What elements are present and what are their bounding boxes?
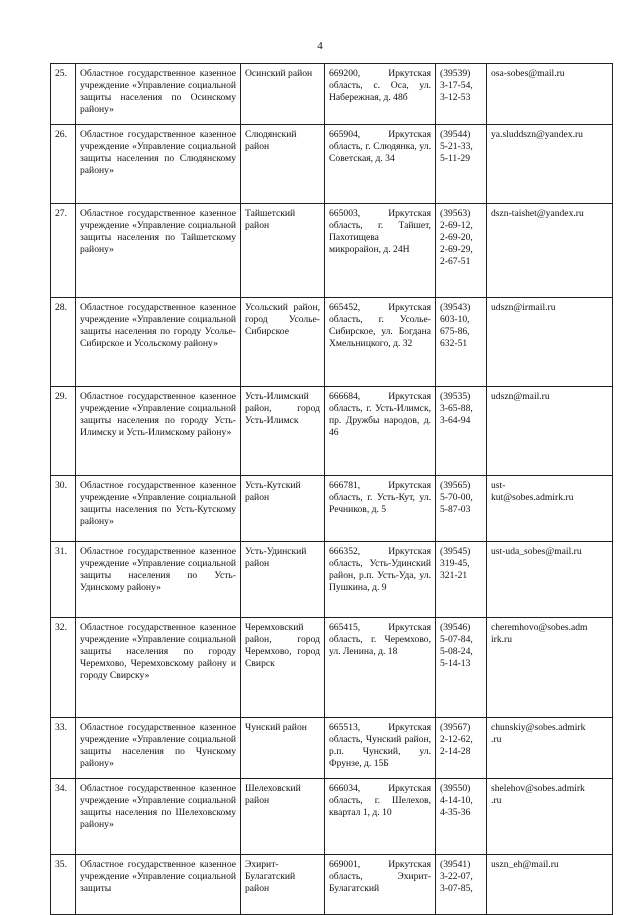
institution-cell [76, 476, 241, 542]
address-cell-text: 665415, Иркутская область, г. Черемхово, ул. Ленина, д. 18 [329, 622, 431, 657]
district-cell [241, 387, 325, 476]
institution-cell [76, 204, 241, 298]
institution-cell-text: Областное государственное казенное учреждение «Управление социальной защиты населения по Чунскому району» [80, 722, 236, 769]
district-cell [241, 476, 325, 542]
address-cell-text: 666352, Иркутская область, Усть-Удинский район, р.п. Усть-Уда, ул. Пушкина, д. 9 [329, 546, 431, 593]
address-cell-text: 669001, Иркутская область, Эхирит-Булагатский [329, 859, 431, 894]
address-cell [325, 64, 436, 125]
district-cell [241, 618, 325, 718]
address-cell [325, 779, 436, 855]
institution-cell-text: Областное государственное казенное учреждение «Управление социальной защиты населения по Тайшетскому району» [80, 208, 236, 255]
row-number-cell-text: 32. [55, 622, 67, 633]
address-cell-text: 665513, Иркутская область, Чунский район, р.п. Чунский, ул. Фрунзе, д. 15Б [329, 722, 431, 769]
email-cell-text: udszn@mail.ru [491, 391, 550, 402]
institution-cell [76, 718, 241, 779]
district-cell [241, 125, 325, 204]
institution-cell-text: Областное государственное казенное учреждение «Управление социальной защиты населения по Усть-Кутскому району» [80, 480, 236, 527]
table-row [51, 476, 613, 542]
address-cell [325, 542, 436, 618]
email-cell [487, 387, 613, 476]
institution-cell [76, 64, 241, 125]
institution-cell [76, 387, 241, 476]
phone-cell [436, 476, 487, 542]
row-number-cell [51, 125, 76, 204]
address-cell-text: 665003, Иркутская область, г. Тайшет, Пахотищева микрорайон, д. 24Н [329, 208, 431, 255]
email-cell-text: ust- kut@sobes.admirk.ru [491, 480, 574, 503]
district-cell-text: Усть-Кутский район [245, 480, 301, 503]
phone-cell [436, 64, 487, 125]
email-cell [487, 298, 613, 387]
email-cell [487, 542, 613, 618]
district-cell [241, 855, 325, 915]
email-cell-text: dszn-taishet@yandex.ru [491, 208, 584, 219]
row-number-cell [51, 204, 76, 298]
table-row [51, 542, 613, 618]
email-cell [487, 718, 613, 779]
phone-cell-text: (39550) 4-14-10, 4-35-36 [440, 783, 473, 818]
row-number-cell [51, 542, 76, 618]
table-row [51, 718, 613, 779]
email-cell-text: ya.sluddszn@yandex.ru [491, 129, 583, 140]
address-cell-text: 666034, Иркутская область, г. Шелехов, квартал 1, д. 10 [329, 783, 431, 818]
institution-cell-text: Областное государственное казенное учреждение «Управление социальной защиты населения по городу Усть-Илимску и Усть-Илимскому району» [80, 391, 236, 438]
table-row [51, 125, 613, 204]
address-cell-text: 665904, Иркутская область, г. Слюдянка, ул. Советская, д. 34 [329, 129, 431, 164]
table-row [51, 298, 613, 387]
institution-cell-text: Областное государственное казенное учреждение «Управление социальной защиты [80, 859, 236, 894]
district-cell [241, 204, 325, 298]
phone-cell-text: (39541) 3-22-07, 3-07-85, [440, 859, 473, 894]
phone-cell-text: (39546) 5-07-84, 5-08-24, 5-14-13 [440, 622, 473, 669]
address-cell [325, 298, 436, 387]
institution-cell [76, 779, 241, 855]
email-cell-text: chunskiy@sobes.admirk .ru [491, 722, 586, 745]
row-number-cell-text: 30. [55, 480, 67, 491]
phone-cell [436, 542, 487, 618]
address-cell [325, 855, 436, 915]
institution-cell [76, 618, 241, 718]
row-number-cell [51, 855, 76, 915]
district-cell [241, 779, 325, 855]
institution-cell [76, 298, 241, 387]
district-cell-text: Слюдянский район [245, 129, 297, 152]
email-cell [487, 779, 613, 855]
phone-cell-text: (39539) 3-17-54, 3-12-53 [440, 68, 473, 103]
row-number-cell [51, 618, 76, 718]
address-cell [325, 125, 436, 204]
institution-cell-text: Областное государственное казенное учреждение «Управление социальной защиты населения по Осинскому району» [80, 68, 236, 115]
address-cell-text: 666684, Иркутская область, г. Усть-Илимск, пр. Дружбы народов, д. 46 [329, 391, 431, 438]
district-cell [241, 298, 325, 387]
district-cell [241, 542, 325, 618]
table-row [51, 387, 613, 476]
row-number-cell-text: 29. [55, 391, 67, 402]
row-number-cell-text: 25. [55, 68, 67, 79]
email-cell-text: cheremhovo@sobes.adm irk.ru [491, 622, 588, 645]
email-cell [487, 125, 613, 204]
district-cell-text: Усольский район, город Усолье-Сибирское [245, 302, 320, 337]
institution-cell-text: Областное государственное казенное учреждение «Управление социальной защиты населения по Слюдянскому району» [80, 129, 236, 176]
district-cell-text: Чунский район [245, 722, 307, 733]
district-cell-text: Эхирит-Булагатский район [245, 859, 296, 894]
row-number-cell [51, 476, 76, 542]
address-cell [325, 387, 436, 476]
row-number-cell [51, 718, 76, 779]
phone-cell-text: (39563) 2-69-12, 2-69-20, 2-69-29, 2-67-51 [440, 208, 473, 267]
address-cell [325, 204, 436, 298]
district-cell [241, 64, 325, 125]
table-row [51, 204, 613, 298]
row-number-cell [51, 298, 76, 387]
district-cell-text: Усть-Илимский район, город Усть-Илимск [245, 391, 320, 426]
phone-cell-text: (39535) 3-65-88, 3-64-94 [440, 391, 473, 426]
district-cell [241, 718, 325, 779]
institution-cell-text: Областное государственное казенное учреждение «Управление социальной защиты населения по Усть-Удинскому району» [80, 546, 236, 593]
phone-cell [436, 618, 487, 718]
table-row [51, 618, 613, 718]
email-cell [487, 476, 613, 542]
address-cell [325, 476, 436, 542]
table-row [51, 855, 613, 915]
email-cell-text: uszn_eh@mail.ru [491, 859, 559, 870]
table-body [51, 64, 613, 915]
row-number-cell-text: 31. [55, 546, 67, 557]
institution-cell [76, 855, 241, 915]
row-number-cell-text: 26. [55, 129, 67, 140]
address-cell-text: 666781, Иркутская область, г. Усть-Кут, ул. Речников, д. 5 [329, 480, 431, 515]
row-number-cell-text: 27. [55, 208, 67, 219]
email-cell-text: ust-uda_sobes@mail.ru [491, 546, 582, 557]
phone-cell-text: (39565) 5-70-00, 5-87-03 [440, 480, 473, 515]
row-number-cell [51, 779, 76, 855]
row-number-cell [51, 387, 76, 476]
phone-cell [436, 298, 487, 387]
institution-cell [76, 542, 241, 618]
phone-cell [436, 204, 487, 298]
row-number-cell-text: 28. [55, 302, 67, 313]
email-cell [487, 855, 613, 915]
district-cell-text: Осинский район [245, 68, 313, 79]
phone-cell-text: (39544) 5-21-33, 5-11-29 [440, 129, 473, 164]
email-cell [487, 64, 613, 125]
institution-cell [76, 125, 241, 204]
email-cell-text: osa-sobes@mail.ru [491, 68, 565, 79]
phone-cell [436, 779, 487, 855]
district-cell-text: Тайшетский район [245, 208, 296, 231]
row-number-cell-text: 35. [55, 859, 67, 870]
table-row [51, 64, 613, 125]
phone-cell [436, 387, 487, 476]
address-cell-text: 669200, Иркутская область, с. Оса, ул. Набережная, д. 48б [329, 68, 431, 103]
address-cell [325, 718, 436, 779]
page-number: 4 [317, 40, 323, 52]
district-cell-text: Шелеховский район [245, 783, 301, 806]
email-cell [487, 618, 613, 718]
phone-cell-text: (39567) 2-12-62, 2-14-28 [440, 722, 473, 757]
row-number-cell-text: 34. [55, 783, 67, 794]
social-protection-offices-table [50, 63, 613, 915]
email-cell-text: udszn@irmail.ru [491, 302, 556, 313]
phone-cell [436, 125, 487, 204]
institution-cell-text: Областное государственное казенное учреждение «Управление социальной защиты населения по Шелеховскому району» [80, 783, 236, 830]
institution-cell-text: Областное государственное казенное учреждение «Управление социальной защиты населения по городу Черемхово, Черемховскому району и городу Свирску» [80, 622, 236, 681]
phone-cell-text: (39543) 603-10, 675-86, 632-51 [440, 302, 471, 349]
address-cell-text: 665452, Иркутская область, г. Усолье-Сибирское, ул. Богдана Хмельницкого, д. 32 [329, 302, 431, 349]
phone-cell-text: (39545) 319-45, 321-21 [440, 546, 471, 581]
email-cell-text: shelehov@sobes.admirk .ru [491, 783, 585, 806]
table-row [51, 779, 613, 855]
phone-cell [436, 718, 487, 779]
row-number-cell [51, 64, 76, 125]
district-cell-text: Усть-Удинский район [245, 546, 307, 569]
district-cell-text: Черемховский район, город Черемхово, город Свирск [245, 622, 320, 669]
address-cell [325, 618, 436, 718]
institution-cell-text: Областное государственное казенное учреждение «Управление социальной защиты населения по городу Усолье-Сибирское и Усольскому району» [80, 302, 236, 349]
phone-cell [436, 855, 487, 915]
email-cell [487, 204, 613, 298]
row-number-cell-text: 33. [55, 722, 67, 733]
